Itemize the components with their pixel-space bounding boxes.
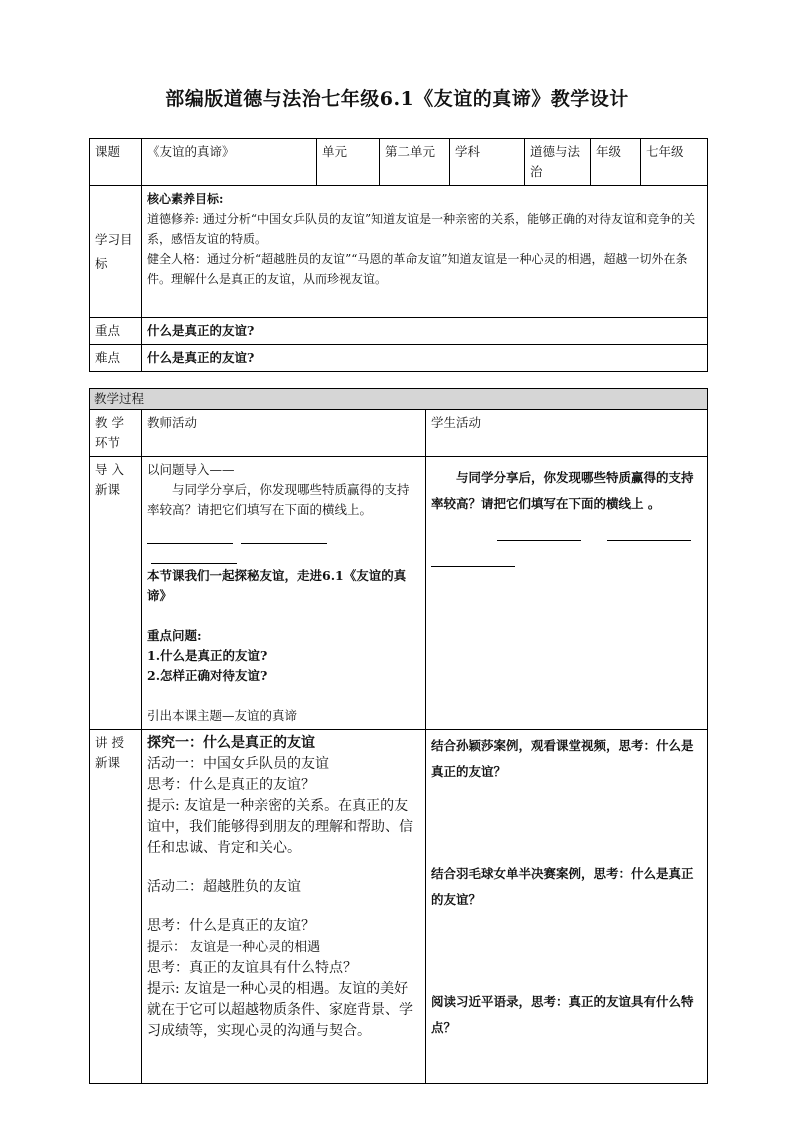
key-label: 重点 (90, 318, 142, 345)
intro-student (426, 457, 708, 730)
topic-label: 课题 (90, 139, 142, 186)
intro-student-blanks (431, 521, 702, 541)
intro-teacher (142, 457, 426, 730)
lecture-hint-3: 提示: 友谊是一种心灵的相遇。友谊的美好就在于它可以超越物质条件、家庭背景、学习成绩等，实现心灵的沟通与契合。 (147, 981, 413, 1039)
lecture-activity-2: 活动二：超越胜负的友谊 (147, 879, 301, 895)
lecture-student-1: 结合孙颖莎案例，观看课堂视频，思考：什么是真正的友谊？ (431, 738, 694, 779)
subject-label: 学科 (450, 139, 525, 186)
lecture-student-3: 阅读习近平语录，思考：真正的友谊具有什么特点？ (431, 994, 694, 1035)
intro-key-heading: 重点问题: (147, 628, 202, 643)
intro-stage: 导 入 新课 (90, 457, 142, 730)
intro-key-2: 2.怎样正确对待友谊? (147, 668, 268, 683)
intro-key-1: 1.什么是真正的友谊? (147, 648, 268, 663)
unit-value: 第二单元 (380, 139, 450, 186)
goal-line-1: 道德修养: 通过分析“中国女乒队员的友谊”知道友谊是一种亲密的关系，能够正确的对待友谊和竞争的关系，感悟友谊的特质。 (147, 212, 696, 246)
lecture-student (426, 730, 708, 1084)
course-info-table (89, 138, 708, 372)
process-header: 教学过程 (90, 389, 708, 410)
intro-lead: 以问题导入—— (147, 462, 235, 477)
intro-question: 与同学分享后，你发现哪些特质赢得的支持率较高？请把它们填写在下面的横线上。 (147, 482, 410, 517)
lecture-think-3: 思考：真正的友谊具有什么特点？ (147, 960, 357, 976)
col-student: 学生活动 (426, 410, 708, 457)
teaching-process-table (89, 388, 708, 1084)
lecture-student-2: 结合羽毛球女单半决赛案例，思考：什么是真正的友谊？ (431, 866, 694, 907)
topic-value: 《友谊的真谛》 (142, 139, 317, 186)
intro-blanks (147, 524, 420, 564)
key-value: 什么是真正的友谊? (142, 318, 708, 345)
diff-value: 什么是真正的友谊? (142, 345, 708, 372)
grade-label: 年级 (591, 139, 641, 186)
lecture-activity-1: 活动一：中国女乒队员的友谊 (147, 756, 329, 772)
page-title: 部编版道德与法治七年级6.1《友谊的真谛》教学设计 (165, 88, 629, 110)
grade-value: 七年级 (641, 139, 708, 186)
intro-student-question: 与同学分享后，你发现哪些特质赢得的支持率较高？请把它们填写在下面的横线上 。 (431, 470, 694, 511)
subject-value: 道德与法治 (525, 139, 591, 186)
col-teacher: 教师活动 (142, 410, 426, 457)
goal-content (142, 186, 708, 318)
intro-theme: 引出本课主题—友谊的真谛 (147, 708, 298, 723)
lecture-teacher (142, 730, 426, 1084)
goal-line-2: 健全人格：通过分析“超越胜员的友谊”“马恩的革命友谊”知道友谊是一种心灵的相遇，超越一切外在条件。理解什么是真正的友谊，从而珍视友谊。 (147, 252, 688, 286)
lecture-hint-1: 提示: 友谊是一种亲密的关系。在真正的友谊中，我们能够得到朋友的理解和帮助、信任和忠诚、肯定和关心。 (147, 798, 413, 856)
goal-heading: 核心素养目标: (147, 192, 224, 206)
intro-enter: 本节课我们一起探秘友谊，走进6.1《友谊的真谛》 (147, 568, 407, 603)
goal-label: 学习目标 (90, 186, 142, 318)
lecture-think-1: 思考：什么是真正的友谊？ (147, 777, 315, 793)
unit-label: 单元 (317, 139, 380, 186)
lecture-hint-2: 提示： 友谊是一种心灵的相遇 (147, 940, 321, 955)
col-stage: 教 学 环节 (90, 410, 142, 457)
lecture-stage: 讲 授 新课 (90, 730, 142, 1084)
diff-label: 难点 (90, 345, 142, 372)
lecture-think-2: 思考：什么是真正的友谊？ (147, 918, 315, 934)
lecture-explore: 探究一：什么是真正的友谊 (147, 735, 315, 751)
